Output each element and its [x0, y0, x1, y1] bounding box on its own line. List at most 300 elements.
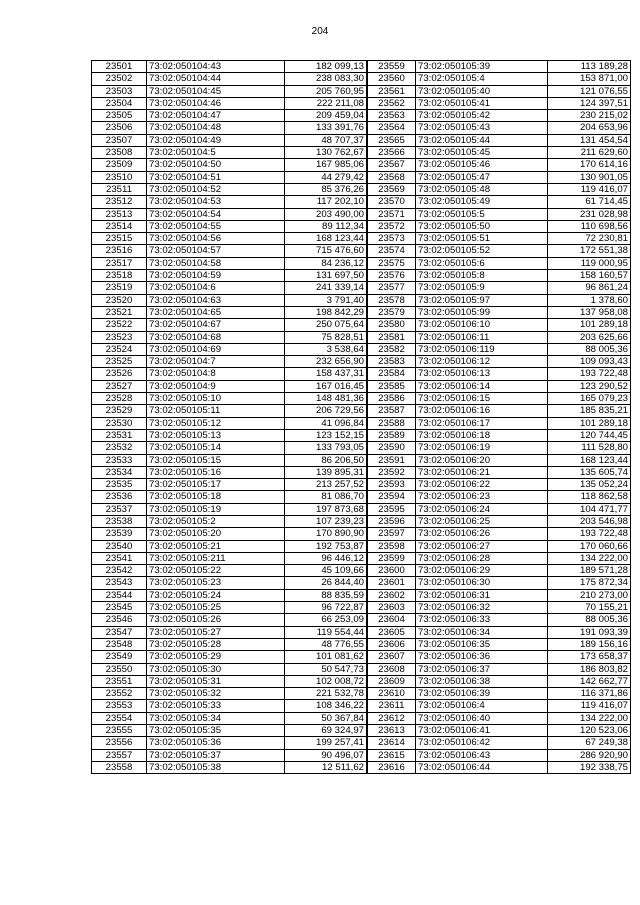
table-row: [92, 503, 367, 515]
row-number: 23596: [368, 515, 416, 527]
cadastral-number: 73:02:050106:10: [416, 319, 548, 331]
table-row: [368, 651, 631, 663]
table-row: [92, 479, 367, 491]
row-number: 23614: [368, 737, 416, 749]
cadastral-value: 203 490,00: [285, 208, 367, 220]
cadastral-number: 73:02:050104:43: [147, 61, 285, 73]
row-number: 23517: [92, 257, 147, 269]
cadastral-value: 101 081,62: [285, 651, 367, 663]
cadastral-value: 139 895,31: [285, 466, 367, 478]
table-row: [92, 368, 367, 380]
cadastral-value: 286 920,90: [548, 749, 631, 761]
cadastral-value: 185 835,21: [548, 405, 631, 417]
cadastral-value: 117 202,10: [285, 196, 367, 208]
cadastral-value: 198 842,29: [285, 306, 367, 318]
row-number: 23581: [368, 331, 416, 343]
cadastral-number: 73:02:050105:38: [147, 761, 285, 773]
cadastral-number: 73:02:050105:30: [147, 663, 285, 675]
cadastral-value: 124 397,51: [548, 97, 631, 109]
row-number: 23591: [368, 454, 416, 466]
cadastral-value: 119 416,07: [548, 183, 631, 195]
cadastral-number: 73:02:050106:37: [416, 663, 548, 675]
table-row: [368, 626, 631, 638]
cadastral-number: 73:02:050105:43: [416, 122, 548, 134]
row-number: 23530: [92, 417, 147, 429]
row-number: 23561: [368, 85, 416, 97]
table-row: [92, 147, 367, 159]
cadastral-number: 73:02:050105:5: [416, 208, 548, 220]
cadastral-value: 102 008,72: [285, 675, 367, 687]
table-row: [92, 429, 367, 441]
row-number: 23574: [368, 245, 416, 257]
cadastral-number: 73:02:050104:59: [147, 270, 285, 282]
cadastral-number: 73:02:050104:58: [147, 257, 285, 269]
table-row: [92, 466, 367, 478]
cadastral-number: 73:02:050104:55: [147, 220, 285, 232]
row-number: 23555: [92, 725, 147, 737]
cadastral-value: 186 803,82: [548, 663, 631, 675]
cadastral-value: 108 346,22: [285, 700, 367, 712]
cadastral-value: 231 028,98: [548, 208, 631, 220]
row-number: 23601: [368, 577, 416, 589]
cadastral-number: 73:02:050105:26: [147, 614, 285, 626]
table-row: [368, 515, 631, 527]
row-number: 23615: [368, 749, 416, 761]
table-row: [92, 306, 367, 318]
row-number: 23610: [368, 688, 416, 700]
row-number: 23606: [368, 638, 416, 650]
row-number: 23607: [368, 651, 416, 663]
cadastral-value: 221 532,78: [285, 688, 367, 700]
row-number: 23566: [368, 147, 416, 159]
cadastral-value: 72 230,81: [548, 233, 631, 245]
table-row: [368, 700, 631, 712]
table-row: [92, 528, 367, 540]
cadastral-number: 73:02:050105:15: [147, 454, 285, 466]
cadastral-value: 119 554,44: [285, 626, 367, 638]
cadastral-number: 73:02:050105:11: [147, 405, 285, 417]
row-number: 23537: [92, 503, 147, 515]
cadastral-number: 73:02:050105:31: [147, 675, 285, 687]
row-number: 23533: [92, 454, 147, 466]
row-number: 23523: [92, 331, 147, 343]
row-number: 23535: [92, 479, 147, 491]
table-row: [368, 503, 631, 515]
cadastral-value: 96 722,87: [285, 602, 367, 614]
cadastral-value: 133 793,05: [285, 442, 367, 454]
row-number: 23507: [92, 134, 147, 146]
table-row: [368, 220, 631, 232]
row-number: 23510: [92, 171, 147, 183]
table-row: [368, 638, 631, 650]
cadastral-value: 96 861,24: [548, 282, 631, 294]
cadastral-value: 109 093,43: [548, 356, 631, 368]
cadastral-number: 73:02:050106:119: [416, 343, 548, 355]
table-row: [92, 196, 367, 208]
table-row: [92, 356, 367, 368]
cadastral-value: 44 279,42: [285, 171, 367, 183]
cadastral-value: 175 872,34: [548, 577, 631, 589]
cadastral-value: 1 378,60: [548, 294, 631, 306]
table-row: [92, 73, 367, 85]
table-row: [92, 515, 367, 527]
cadastral-number: 73:02:050106:35: [416, 638, 548, 650]
cadastral-number: 73:02:050104:54: [147, 208, 285, 220]
table-row: [368, 97, 631, 109]
table-row: [92, 405, 367, 417]
table-row: [368, 380, 631, 392]
row-number: 23613: [368, 725, 416, 737]
cadastral-number: 73:02:050104:63: [147, 294, 285, 306]
cadastral-number: 73:02:050105:25: [147, 602, 285, 614]
cadastral-number: 73:02:050105:37: [147, 749, 285, 761]
table-row: [92, 343, 367, 355]
row-number: 23575: [368, 257, 416, 269]
cadastral-number: 73:02:050105:6: [416, 257, 548, 269]
cadastral-value: 123 152,15: [285, 429, 367, 441]
table-row: [368, 393, 631, 405]
cadastral-number: 73:02:050105:8: [416, 270, 548, 282]
table-row: [92, 183, 367, 195]
row-number: 23592: [368, 466, 416, 478]
cadastral-value: 238 083,30: [285, 73, 367, 85]
row-number: 23542: [92, 565, 147, 577]
table-row: [92, 233, 367, 245]
cadastral-number: 73:02:050105:22: [147, 565, 285, 577]
row-number: 23505: [92, 110, 147, 122]
cadastral-value: 167 016,45: [285, 380, 367, 392]
cadastral-value: 158 160,57: [548, 270, 631, 282]
table-row: [368, 577, 631, 589]
cadastral-number: 73:02:050105:19: [147, 503, 285, 515]
table-row: [368, 725, 631, 737]
table-row: [368, 688, 631, 700]
row-number: 23608: [368, 663, 416, 675]
cadastral-value: 172 551,38: [548, 245, 631, 257]
table-row: [92, 725, 367, 737]
cadastral-number: 73:02:050106:33: [416, 614, 548, 626]
cadastral-number: 73:02:050106:15: [416, 393, 548, 405]
row-number: 23580: [368, 319, 416, 331]
cadastral-value: 210 273,00: [548, 589, 631, 601]
cadastral-number: 73:02:050104:50: [147, 159, 285, 171]
row-number: 23514: [92, 220, 147, 232]
cadastral-number: 73:02:050104:52: [147, 183, 285, 195]
cadastral-value: 96 446,12: [285, 552, 367, 564]
cadastral-number: 73:02:050104:65: [147, 306, 285, 318]
cadastral-value: 85 376,26: [285, 183, 367, 195]
row-number: 23557: [92, 749, 147, 761]
table-row: [368, 245, 631, 257]
cadastral-value: 165 079,23: [548, 393, 631, 405]
cadastral-value: 209 459,04: [285, 110, 367, 122]
table-row: [92, 270, 367, 282]
table-row: [368, 417, 631, 429]
cadastral-value: 189 571,28: [548, 565, 631, 577]
table-row: [368, 712, 631, 724]
table-row: [368, 61, 631, 73]
cadastral-number: 73:02:050106:13: [416, 368, 548, 380]
row-number: 23584: [368, 368, 416, 380]
row-number: 23583: [368, 356, 416, 368]
table-row: [92, 442, 367, 454]
cadastral-value: 134 222,00: [548, 712, 631, 724]
cadastral-number: 73:02:050106:36: [416, 651, 548, 663]
row-number: 23528: [92, 393, 147, 405]
cadastral-value: 203 625,66: [548, 331, 631, 343]
table-row: [92, 393, 367, 405]
row-number: 23541: [92, 552, 147, 564]
row-number: 23532: [92, 442, 147, 454]
cadastral-number: 73:02:050105:46: [416, 159, 548, 171]
cadastral-value: 75 828,51: [285, 331, 367, 343]
cadastral-value: 192 338,75: [548, 761, 631, 773]
cadastral-number: 73:02:050106:31: [416, 589, 548, 601]
row-number: 23558: [92, 761, 147, 773]
cadastral-value: 86 206,50: [285, 454, 367, 466]
table-row: [92, 651, 367, 663]
table-row: [368, 749, 631, 761]
cadastral-table-left: [91, 60, 367, 774]
table-row: [368, 565, 631, 577]
cadastral-number: 73:02:050104:53: [147, 196, 285, 208]
cadastral-value: 101 289,18: [548, 319, 631, 331]
cadastral-value: 61 714,45: [548, 196, 631, 208]
table-row: [368, 589, 631, 601]
row-number: 23612: [368, 712, 416, 724]
cadastral-value: 205 760,95: [285, 85, 367, 97]
row-number: 23549: [92, 651, 147, 663]
cadastral-value: 168 123,44: [548, 454, 631, 466]
table-row: [368, 552, 631, 564]
cadastral-value: 45 109,66: [285, 565, 367, 577]
table-row: [368, 491, 631, 503]
table-row: [92, 417, 367, 429]
cadastral-value: 88 005,36: [548, 343, 631, 355]
cadastral-value: 120 744,45: [548, 429, 631, 441]
cadastral-value: 84 236,12: [285, 257, 367, 269]
row-number: 23506: [92, 122, 147, 134]
cadastral-number: 73:02:050105:40: [416, 85, 548, 97]
table-row: [368, 405, 631, 417]
row-number: 23586: [368, 393, 416, 405]
row-number: 23567: [368, 159, 416, 171]
cadastral-number: 73:02:050106:34: [416, 626, 548, 638]
cadastral-value: 101 289,18: [548, 417, 631, 429]
table-row: [368, 73, 631, 85]
row-number: 23593: [368, 479, 416, 491]
table-row: [368, 466, 631, 478]
row-number: 23501: [92, 61, 147, 73]
cadastral-number: 73:02:050105:211: [147, 552, 285, 564]
cadastral-number: 73:02:050104:68: [147, 331, 285, 343]
cadastral-number: 73:02:050105:32: [147, 688, 285, 700]
cadastral-number: 73:02:050105:44: [416, 134, 548, 146]
table-row: [92, 761, 367, 773]
row-number: 23553: [92, 700, 147, 712]
cadastral-value: 107 239,23: [285, 515, 367, 527]
cadastral-value: 120 523,06: [548, 725, 631, 737]
table-row: [368, 270, 631, 282]
cadastral-number: 73:02:050106:32: [416, 602, 548, 614]
row-number: 23519: [92, 282, 147, 294]
cadastral-value: 67 249,38: [548, 737, 631, 749]
cadastral-value: 118 862,58: [548, 491, 631, 503]
cadastral-number: 73:02:050104:5: [147, 147, 285, 159]
row-number: 23529: [92, 405, 147, 417]
cadastral-value: 199 257,41: [285, 737, 367, 749]
row-number: 23511: [92, 183, 147, 195]
row-number: 23544: [92, 589, 147, 601]
cadastral-number: 73:02:050106:4: [416, 700, 548, 712]
cadastral-number: 73:02:050106:41: [416, 725, 548, 737]
cadastral-value: 170 614,16: [548, 159, 631, 171]
table-row: [368, 528, 631, 540]
table-row: [92, 602, 367, 614]
cadastral-number: 73:02:050105:4: [416, 73, 548, 85]
table-row: [368, 134, 631, 146]
cadastral-value: 137 958,08: [548, 306, 631, 318]
table-row: [92, 97, 367, 109]
row-number: 23609: [368, 675, 416, 687]
cadastral-value: 173 658,37: [548, 651, 631, 663]
row-number: 23503: [92, 85, 147, 97]
row-number: 23582: [368, 343, 416, 355]
cadastral-number: 73:02:050105:2: [147, 515, 285, 527]
table-row: [92, 675, 367, 687]
table-row: [368, 737, 631, 749]
table-row: [92, 712, 367, 724]
table-row: [92, 700, 367, 712]
row-number: 23508: [92, 147, 147, 159]
cadastral-number: 73:02:050105:14: [147, 442, 285, 454]
cadastral-number: 73:02:050104:69: [147, 343, 285, 355]
cadastral-value: 206 729,56: [285, 405, 367, 417]
cadastral-value: 134 222,00: [548, 552, 631, 564]
cadastral-number: 73:02:050106:27: [416, 540, 548, 552]
cadastral-number: 73:02:050106:42: [416, 737, 548, 749]
row-number: 23579: [368, 306, 416, 318]
cadastral-number: 73:02:050105:52: [416, 245, 548, 257]
table-row: [92, 589, 367, 601]
row-number: 23569: [368, 183, 416, 195]
row-number: 23518: [92, 270, 147, 282]
cadastral-value: 142 662,77: [548, 675, 631, 687]
table-row: [368, 159, 631, 171]
table-row: [92, 491, 367, 503]
row-number: 23562: [368, 97, 416, 109]
cadastral-value: 123 290,52: [548, 380, 631, 392]
row-number: 23600: [368, 565, 416, 577]
table-row: [368, 171, 631, 183]
row-number: 23616: [368, 761, 416, 773]
cadastral-value: 41 096,84: [285, 417, 367, 429]
cadastral-number: 73:02:050105:18: [147, 491, 285, 503]
table-row: [92, 454, 367, 466]
table-row: [92, 319, 367, 331]
cadastral-number: 73:02:050105:49: [416, 196, 548, 208]
row-number: 23603: [368, 602, 416, 614]
row-number: 23545: [92, 602, 147, 614]
table-row: [92, 220, 367, 232]
cadastral-value: 116 371,86: [548, 688, 631, 700]
table-row: [368, 122, 631, 134]
cadastral-number: 73:02:050104:45: [147, 85, 285, 97]
row-number: 23563: [368, 110, 416, 122]
cadastral-value: 241 339,14: [285, 282, 367, 294]
row-number: 23539: [92, 528, 147, 540]
cadastral-number: 73:02:050106:26: [416, 528, 548, 540]
row-number: 23598: [368, 540, 416, 552]
cadastral-number: 73:02:050106:21: [416, 466, 548, 478]
cadastral-value: 167 985,06: [285, 159, 367, 171]
table-row: [368, 479, 631, 491]
row-number: 23550: [92, 663, 147, 675]
page-number: 204: [311, 26, 329, 37]
cadastral-number: 73:02:050104:57: [147, 245, 285, 257]
cadastral-value: 50 367,84: [285, 712, 367, 724]
cadastral-value: 3 538,64: [285, 343, 367, 355]
cadastral-number: 73:02:050106:11: [416, 331, 548, 343]
cadastral-value: 135 605,74: [548, 466, 631, 478]
table-row: [368, 196, 631, 208]
table-row: [368, 257, 631, 269]
row-number: 23515: [92, 233, 147, 245]
cadastral-value: 135 052,24: [548, 479, 631, 491]
cadastral-number: 73:02:050104:67: [147, 319, 285, 331]
table-row: [368, 540, 631, 552]
cadastral-number: 73:02:050106:28: [416, 552, 548, 564]
table-row: [92, 552, 367, 564]
table-row: [368, 429, 631, 441]
row-number: 23589: [368, 429, 416, 441]
row-number: 23543: [92, 577, 147, 589]
row-number: 23524: [92, 343, 147, 355]
cadastral-value: 193 722,48: [548, 368, 631, 380]
cadastral-value: 232 656,90: [285, 356, 367, 368]
cadastral-number: 73:02:050106:30: [416, 577, 548, 589]
row-number: 23513: [92, 208, 147, 220]
cadastral-value: 182 099,13: [285, 61, 367, 73]
cadastral-number: 73:02:050105:39: [416, 61, 548, 73]
row-number: 23540: [92, 540, 147, 552]
row-number: 23594: [368, 491, 416, 503]
cadastral-value: 26 844,40: [285, 577, 367, 589]
cadastral-value: 70 155,21: [548, 602, 631, 614]
row-number: 23538: [92, 515, 147, 527]
cadastral-number: 73:02:050105:47: [416, 171, 548, 183]
cadastral-value: 88 835,59: [285, 589, 367, 601]
cadastral-number: 73:02:050106:20: [416, 454, 548, 466]
table-row: [368, 614, 631, 626]
cadastral-number: 73:02:050105:24: [147, 589, 285, 601]
cadastral-value: 715 476,60: [285, 245, 367, 257]
cadastral-value: 193 722,48: [548, 528, 631, 540]
cadastral-value: 88 005,36: [548, 614, 631, 626]
cadastral-value: 119 416,07: [548, 700, 631, 712]
cadastral-number: 73:02:050105:48: [416, 183, 548, 195]
cadastral-number: 73:02:050105:51: [416, 233, 548, 245]
cadastral-value: 48 707,37: [285, 134, 367, 146]
row-number: 23573: [368, 233, 416, 245]
cadastral-number: 73:02:050106:19: [416, 442, 548, 454]
cadastral-number: 73:02:050105:45: [416, 147, 548, 159]
cadastral-number: 73:02:050104:49: [147, 134, 285, 146]
table-row: [368, 282, 631, 294]
table-row: [92, 294, 367, 306]
table-row: [92, 282, 367, 294]
row-number: 23559: [368, 61, 416, 73]
